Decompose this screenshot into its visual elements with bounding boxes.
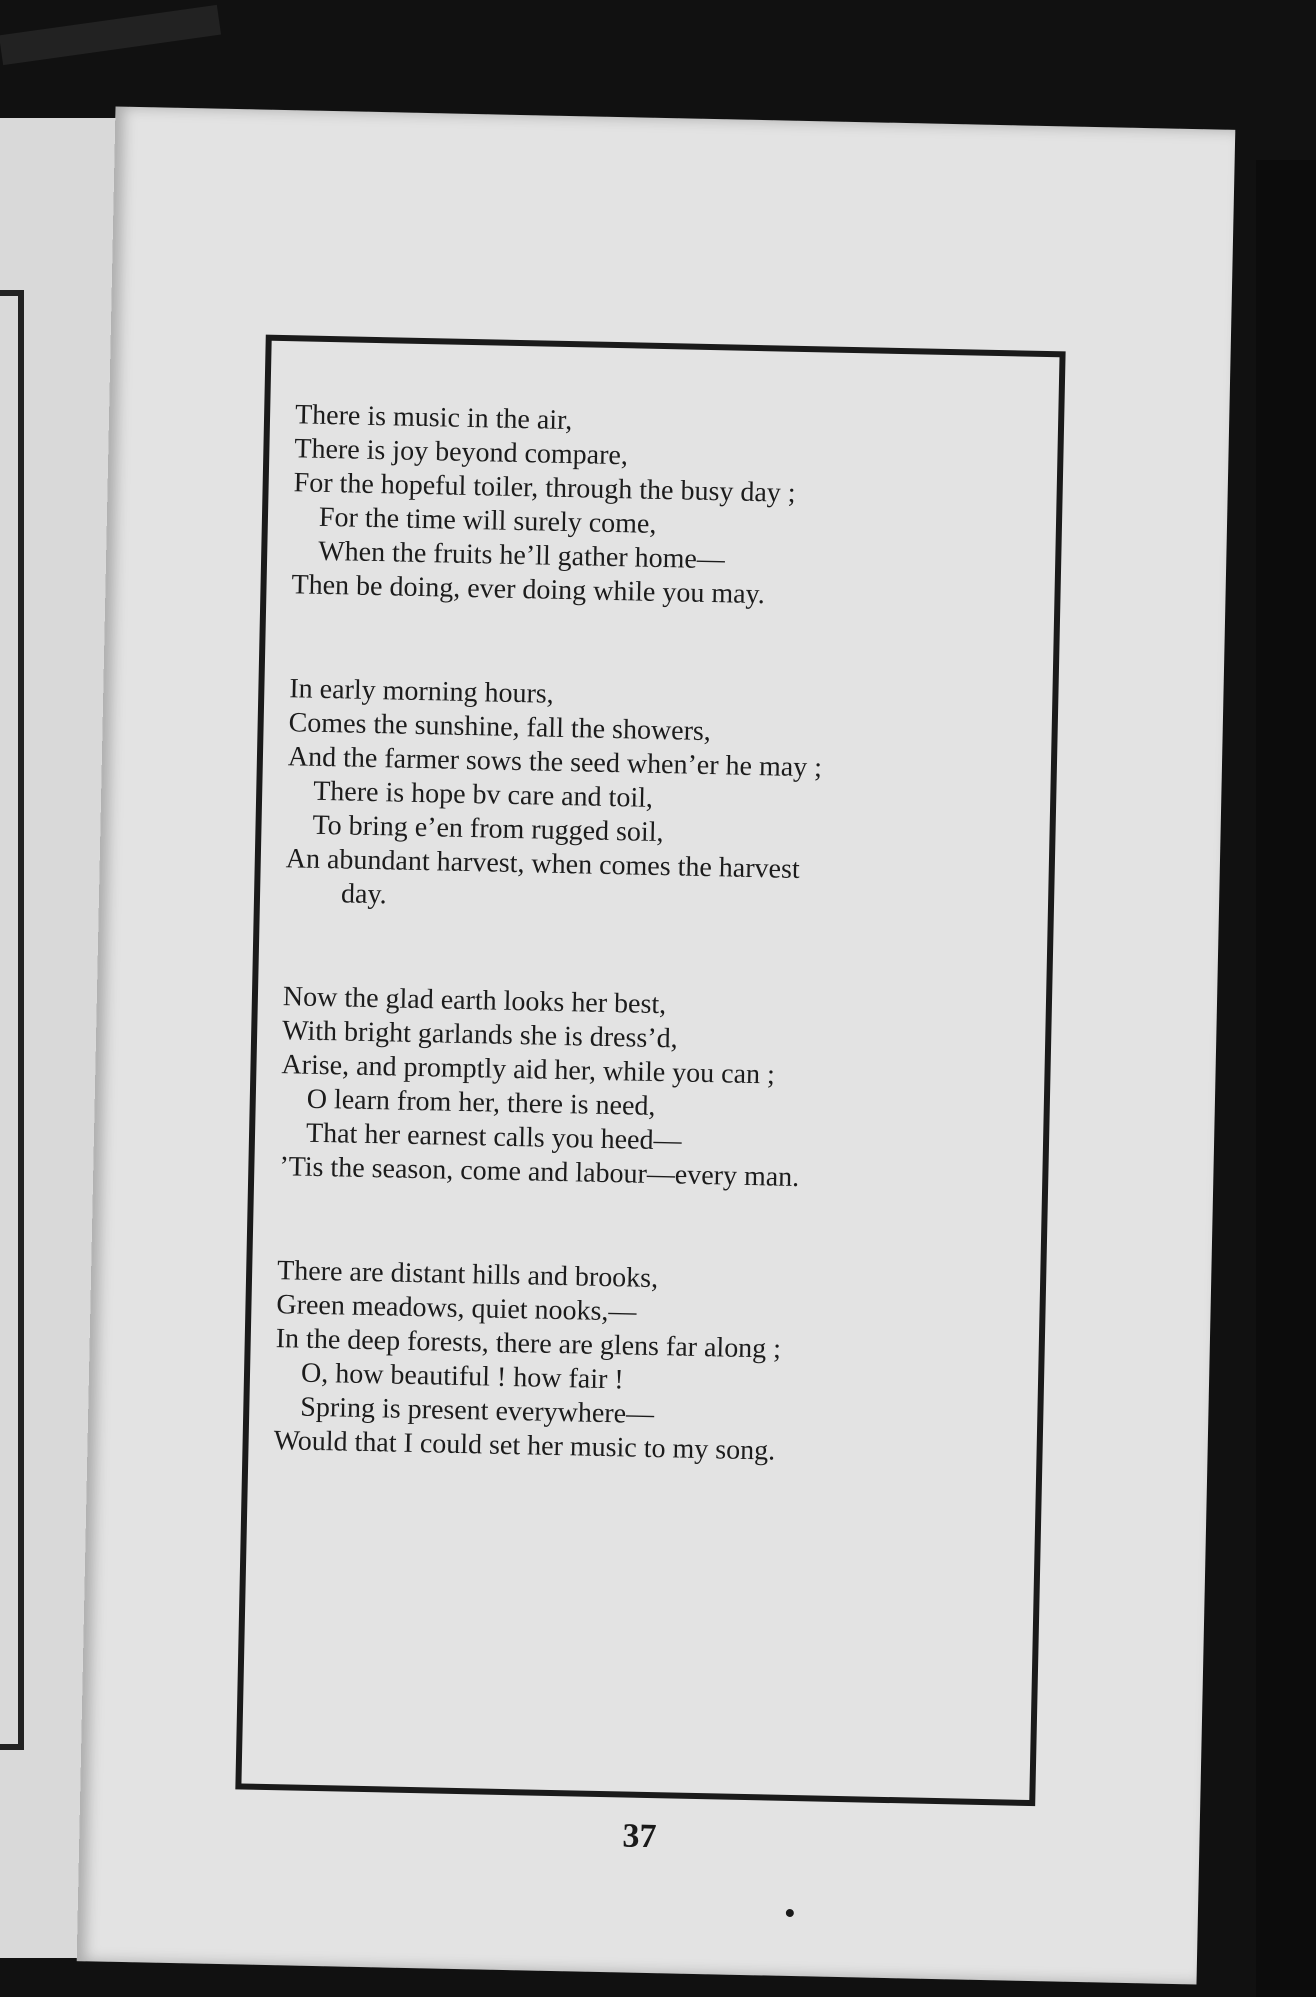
poem-line: Now the glad earth looks her best, [282, 981, 667, 1021]
poem-line: Spring is present everywhere— [300, 1391, 655, 1431]
poem-line: For the time will surely come, [318, 501, 657, 540]
poem-line: When the fruits he’ll gather home— [317, 535, 726, 576]
poem-line: For the hopeful toiler, through the busy day ; [293, 467, 796, 509]
poem-line: Then be doing, ever doing while you may. [291, 569, 766, 611]
poem-line: Would that I could set her music to my song. [273, 1425, 776, 1467]
left-page-border [0, 290, 24, 1750]
stanza [291, 398, 995, 617]
poem-line: In early morning hours, [289, 673, 555, 710]
poem-line: An abundant harvest, when comes the harvest [285, 843, 800, 885]
ink-speck [786, 1909, 794, 1917]
stanza [279, 980, 983, 1199]
background-streak [0, 5, 221, 65]
poem-line: O learn from her, there is need, [306, 1083, 656, 1122]
page-number: 37 [622, 1817, 657, 1856]
poem-line: There is joy beyond compare, [294, 433, 629, 472]
poem [272, 398, 996, 1542]
poem-line: To bring e’en from rugged soil, [312, 809, 664, 849]
poem-line: O, how beautiful ! how fair ! [300, 1357, 625, 1396]
poem-line: That her earnest calls you heed— [305, 1117, 682, 1157]
poem-line: With bright garlands she is dress’d, [281, 1015, 678, 1055]
poem-line: ’Tis the season, come and labour—every man. [279, 1151, 800, 1194]
right-page [77, 106, 1236, 1984]
poem-line: And the farmer sows the seed when’er he may ; [287, 741, 823, 784]
stanza [285, 672, 990, 925]
poem-line: In the deep forests, there are glens far along ; [275, 1323, 782, 1365]
right-background-edge [1256, 160, 1316, 1997]
poem-line: Arise, and promptly aid her, while you can ; [281, 1049, 776, 1091]
poem-line: Comes the sunshine, fall the showers, [288, 707, 712, 748]
poem-line: There are distant hills and brooks, [276, 1255, 659, 1295]
poem-line: Green meadows, quiet nooks,— [276, 1289, 637, 1328]
stanza [273, 1254, 977, 1473]
poem-line: day. [340, 878, 388, 911]
poem-line: There is music in the air, [294, 399, 573, 437]
poem-line: There is hope bv care and toil, [312, 775, 654, 814]
